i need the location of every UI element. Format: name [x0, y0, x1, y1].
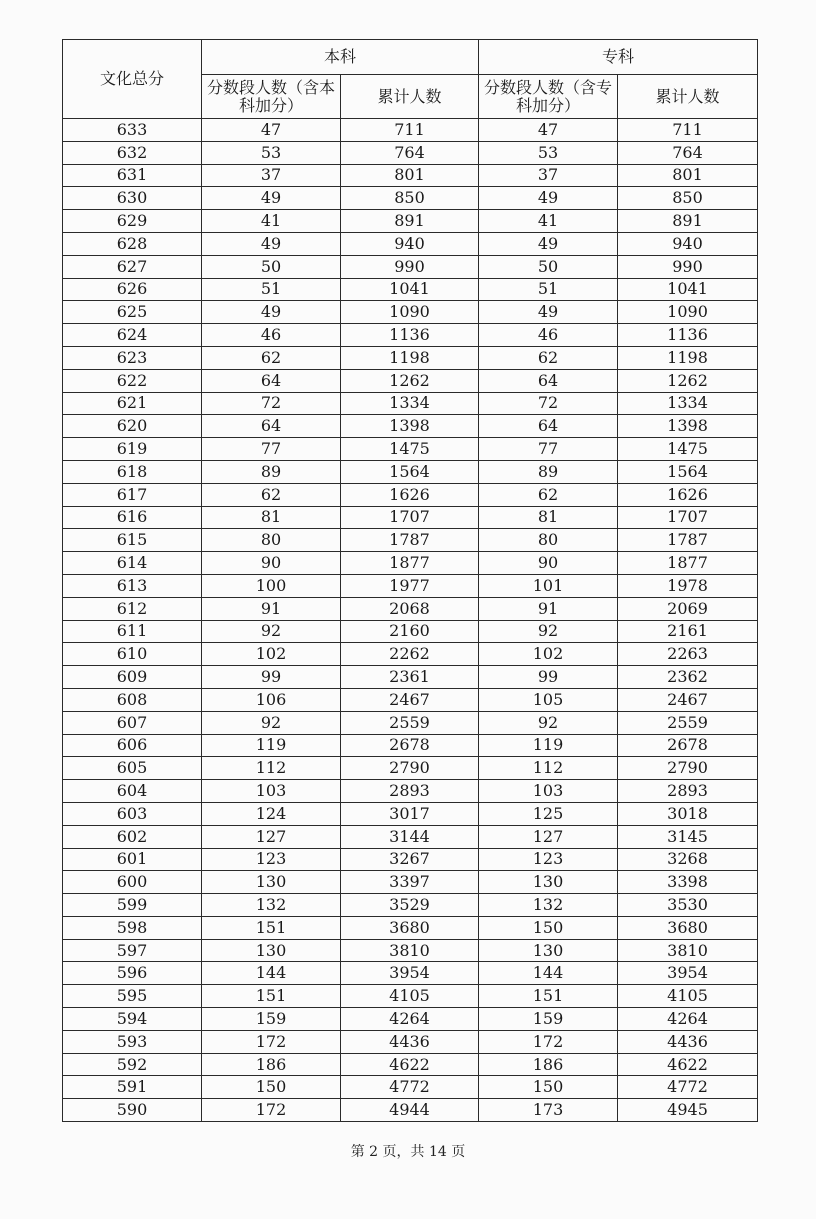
- cell-undergrad-segment: 77: [202, 438, 341, 461]
- cell-undergrad-segment: 124: [202, 802, 341, 825]
- cell-undergrad-segment: 92: [202, 711, 341, 734]
- cell-undergrad-segment: 99: [202, 666, 341, 689]
- cell-score: 629: [63, 210, 202, 233]
- cell-junior-cumulative: 4436: [618, 1030, 758, 1053]
- table-row: [63, 916, 758, 939]
- cell-undergrad-cumulative: 2068: [341, 597, 479, 620]
- cell-undergrad-segment: 49: [202, 232, 341, 255]
- cell-undergrad-cumulative: 3810: [341, 939, 479, 962]
- cell-junior-cumulative: 3018: [618, 802, 758, 825]
- cell-undergrad-cumulative: 1198: [341, 346, 479, 369]
- cell-junior-segment: 112: [479, 757, 618, 780]
- cell-junior-segment: 62: [479, 346, 618, 369]
- cell-junior-cumulative: 1787: [618, 529, 758, 552]
- table-row: [63, 392, 758, 415]
- cell-score: 590: [63, 1099, 202, 1122]
- cell-junior-segment: 64: [479, 369, 618, 392]
- table-row: [63, 552, 758, 575]
- cell-undergrad-cumulative: 1626: [341, 483, 479, 506]
- cell-junior-cumulative: 1136: [618, 324, 758, 347]
- cell-junior-segment: 159: [479, 1008, 618, 1031]
- cell-undergrad-cumulative: 891: [341, 210, 479, 233]
- cell-score: 615: [63, 529, 202, 552]
- cell-junior-cumulative: 3530: [618, 894, 758, 917]
- cell-junior-cumulative: 3268: [618, 848, 758, 871]
- cell-undergrad-cumulative: 1564: [341, 460, 479, 483]
- cell-junior-cumulative: 891: [618, 210, 758, 233]
- cell-score: 622: [63, 369, 202, 392]
- cell-undergrad-segment: 62: [202, 346, 341, 369]
- table-row: [63, 666, 758, 689]
- table-row: [63, 301, 758, 324]
- cell-junior-segment: 80: [479, 529, 618, 552]
- cell-score: 618: [63, 460, 202, 483]
- cell-junior-cumulative: 801: [618, 164, 758, 187]
- cell-junior-cumulative: 2893: [618, 780, 758, 803]
- cell-undergrad-segment: 100: [202, 574, 341, 597]
- header-junior-segment: 分数段人数（含专科加分）: [479, 75, 618, 119]
- cell-undergrad-cumulative: 2893: [341, 780, 479, 803]
- cell-undergrad-cumulative: 4944: [341, 1099, 479, 1122]
- cell-score: 602: [63, 825, 202, 848]
- cell-junior-segment: 125: [479, 802, 618, 825]
- cell-undergrad-cumulative: 1090: [341, 301, 479, 324]
- cell-undergrad-segment: 144: [202, 962, 341, 985]
- table-row: [63, 757, 758, 780]
- cell-score: 633: [63, 119, 202, 142]
- cell-undergrad-segment: 106: [202, 688, 341, 711]
- cell-junior-cumulative: 3954: [618, 962, 758, 985]
- cell-junior-cumulative: 3398: [618, 871, 758, 894]
- cell-undergrad-segment: 92: [202, 620, 341, 643]
- cell-undergrad-cumulative: 2678: [341, 734, 479, 757]
- cell-junior-segment: 50: [479, 255, 618, 278]
- table-row: [63, 894, 758, 917]
- table-row: [63, 119, 758, 142]
- table-row: [63, 483, 758, 506]
- cell-junior-segment: 81: [479, 506, 618, 529]
- cell-undergrad-segment: 103: [202, 780, 341, 803]
- cell-score: 612: [63, 597, 202, 620]
- cell-junior-cumulative: 1198: [618, 346, 758, 369]
- cell-junior-segment: 53: [479, 141, 618, 164]
- cell-score: 632: [63, 141, 202, 164]
- cell-undergrad-cumulative: 1877: [341, 552, 479, 575]
- cell-junior-segment: 92: [479, 620, 618, 643]
- cell-score: 593: [63, 1030, 202, 1053]
- table-row: [63, 529, 758, 552]
- cell-undergrad-cumulative: 4264: [341, 1008, 479, 1031]
- cell-junior-segment: 62: [479, 483, 618, 506]
- cell-undergrad-cumulative: 4105: [341, 985, 479, 1008]
- cell-undergrad-cumulative: 940: [341, 232, 479, 255]
- cell-junior-segment: 123: [479, 848, 618, 871]
- table-header: [63, 40, 758, 119]
- cell-undergrad-cumulative: 1041: [341, 278, 479, 301]
- table-row: [63, 1053, 758, 1076]
- cell-score: 608: [63, 688, 202, 711]
- table-row: [63, 734, 758, 757]
- cell-score: 623: [63, 346, 202, 369]
- cell-junior-cumulative: 1334: [618, 392, 758, 415]
- cell-junior-cumulative: 2362: [618, 666, 758, 689]
- cell-score: 613: [63, 574, 202, 597]
- table-row: [63, 780, 758, 803]
- table-row: [63, 802, 758, 825]
- table-row: [63, 438, 758, 461]
- table-row: [63, 1099, 758, 1122]
- cell-junior-segment: 172: [479, 1030, 618, 1053]
- cell-undergrad-cumulative: 2467: [341, 688, 479, 711]
- cell-junior-cumulative: 2161: [618, 620, 758, 643]
- cell-score: 610: [63, 643, 202, 666]
- cell-junior-cumulative: 4622: [618, 1053, 758, 1076]
- cell-undergrad-segment: 53: [202, 141, 341, 164]
- cell-undergrad-segment: 49: [202, 301, 341, 324]
- cell-score: 591: [63, 1076, 202, 1099]
- cell-junior-segment: 91: [479, 597, 618, 620]
- cell-score: 594: [63, 1008, 202, 1031]
- cell-junior-segment: 64: [479, 415, 618, 438]
- cell-undergrad-cumulative: 2160: [341, 620, 479, 643]
- cell-undergrad-segment: 150: [202, 1076, 341, 1099]
- cell-undergrad-cumulative: 2361: [341, 666, 479, 689]
- table-row: [63, 574, 758, 597]
- cell-score: 621: [63, 392, 202, 415]
- cell-junior-cumulative: 1877: [618, 552, 758, 575]
- cell-junior-segment: 41: [479, 210, 618, 233]
- cell-junior-cumulative: 4264: [618, 1008, 758, 1031]
- cell-undergrad-cumulative: 801: [341, 164, 479, 187]
- table-row: [63, 1076, 758, 1099]
- table-row: [63, 278, 758, 301]
- cell-undergrad-segment: 46: [202, 324, 341, 347]
- cell-score: 631: [63, 164, 202, 187]
- cell-score: 603: [63, 802, 202, 825]
- cell-undergrad-segment: 172: [202, 1030, 341, 1053]
- cell-score: 604: [63, 780, 202, 803]
- cell-undergrad-segment: 132: [202, 894, 341, 917]
- table-row: [63, 141, 758, 164]
- cell-undergrad-segment: 186: [202, 1053, 341, 1076]
- cell-undergrad-cumulative: 2262: [341, 643, 479, 666]
- cell-undergrad-cumulative: 1262: [341, 369, 479, 392]
- cell-junior-cumulative: 3680: [618, 916, 758, 939]
- cell-junior-cumulative: 3810: [618, 939, 758, 962]
- cell-score: 599: [63, 894, 202, 917]
- table-row: [63, 324, 758, 347]
- table-row: [63, 688, 758, 711]
- cell-junior-segment: 92: [479, 711, 618, 734]
- header-row-group: [63, 40, 758, 75]
- cell-score: 596: [63, 962, 202, 985]
- cell-undergrad-cumulative: 1475: [341, 438, 479, 461]
- cell-score: 630: [63, 187, 202, 210]
- cell-undergrad-segment: 127: [202, 825, 341, 848]
- cell-junior-cumulative: 1041: [618, 278, 758, 301]
- cell-undergrad-cumulative: 3144: [341, 825, 479, 848]
- cell-junior-segment: 101: [479, 574, 618, 597]
- cell-junior-cumulative: 2790: [618, 757, 758, 780]
- table-row: [63, 711, 758, 734]
- header-junior-cumulative: 累计人数: [618, 75, 758, 119]
- cell-score: 614: [63, 552, 202, 575]
- cell-score: 597: [63, 939, 202, 962]
- cell-undergrad-cumulative: 990: [341, 255, 479, 278]
- cell-score: 601: [63, 848, 202, 871]
- cell-undergrad-segment: 49: [202, 187, 341, 210]
- cell-undergrad-segment: 90: [202, 552, 341, 575]
- table-row: [63, 643, 758, 666]
- cell-undergrad-cumulative: 1398: [341, 415, 479, 438]
- table-row: [63, 415, 758, 438]
- cell-score: 598: [63, 916, 202, 939]
- cell-junior-segment: 105: [479, 688, 618, 711]
- cell-undergrad-segment: 41: [202, 210, 341, 233]
- cell-junior-cumulative: 3145: [618, 825, 758, 848]
- cell-junior-segment: 89: [479, 460, 618, 483]
- cell-score: 624: [63, 324, 202, 347]
- score-distribution-table: [62, 39, 758, 1122]
- cell-score: 617: [63, 483, 202, 506]
- table-row: [63, 460, 758, 483]
- cell-undergrad-cumulative: 764: [341, 141, 479, 164]
- cell-undergrad-segment: 151: [202, 985, 341, 1008]
- cell-junior-segment: 77: [479, 438, 618, 461]
- cell-junior-segment: 130: [479, 871, 618, 894]
- cell-junior-segment: 127: [479, 825, 618, 848]
- cell-undergrad-cumulative: 2790: [341, 757, 479, 780]
- cell-junior-segment: 119: [479, 734, 618, 757]
- cell-junior-cumulative: 2467: [618, 688, 758, 711]
- table-row: [63, 597, 758, 620]
- cell-undergrad-segment: 172: [202, 1099, 341, 1122]
- table-row: [63, 210, 758, 233]
- cell-undergrad-cumulative: 1334: [341, 392, 479, 415]
- cell-junior-cumulative: 4945: [618, 1099, 758, 1122]
- cell-undergrad-segment: 81: [202, 506, 341, 529]
- cell-undergrad-segment: 62: [202, 483, 341, 506]
- cell-undergrad-cumulative: 3529: [341, 894, 479, 917]
- cell-undergrad-cumulative: 3397: [341, 871, 479, 894]
- cell-undergrad-cumulative: 3680: [341, 916, 479, 939]
- cell-undergrad-segment: 123: [202, 848, 341, 871]
- header-score-total: 文化总分: [63, 40, 202, 119]
- cell-undergrad-cumulative: 1136: [341, 324, 479, 347]
- table-row: [63, 1030, 758, 1053]
- header-undergrad-segment: 分数段人数（含本科加分）: [202, 75, 341, 119]
- cell-score: 628: [63, 232, 202, 255]
- cell-junior-segment: 150: [479, 1076, 618, 1099]
- cell-junior-cumulative: 1564: [618, 460, 758, 483]
- cell-junior-segment: 186: [479, 1053, 618, 1076]
- cell-junior-cumulative: 1707: [618, 506, 758, 529]
- cell-junior-segment: 51: [479, 278, 618, 301]
- header-undergrad-group: 本科: [202, 40, 479, 75]
- cell-score: 606: [63, 734, 202, 757]
- cell-score: 620: [63, 415, 202, 438]
- cell-undergrad-cumulative: 711: [341, 119, 479, 142]
- cell-undergrad-segment: 130: [202, 939, 341, 962]
- header-junior-group: 专科: [479, 40, 758, 75]
- cell-undergrad-segment: 37: [202, 164, 341, 187]
- cell-undergrad-cumulative: 4772: [341, 1076, 479, 1099]
- cell-junior-cumulative: 1398: [618, 415, 758, 438]
- table-row: [63, 187, 758, 210]
- cell-undergrad-cumulative: 4436: [341, 1030, 479, 1053]
- cell-junior-cumulative: 990: [618, 255, 758, 278]
- cell-undergrad-cumulative: 850: [341, 187, 479, 210]
- table-row: [63, 848, 758, 871]
- cell-junior-segment: 46: [479, 324, 618, 347]
- cell-junior-cumulative: 1475: [618, 438, 758, 461]
- cell-undergrad-segment: 64: [202, 415, 341, 438]
- cell-junior-segment: 130: [479, 939, 618, 962]
- cell-score: 616: [63, 506, 202, 529]
- cell-undergrad-segment: 80: [202, 529, 341, 552]
- table-row: [63, 232, 758, 255]
- cell-undergrad-segment: 89: [202, 460, 341, 483]
- cell-junior-segment: 90: [479, 552, 618, 575]
- table-row: [63, 346, 758, 369]
- cell-junior-segment: 49: [479, 187, 618, 210]
- cell-undergrad-segment: 112: [202, 757, 341, 780]
- cell-undergrad-cumulative: 3954: [341, 962, 479, 985]
- cell-undergrad-segment: 151: [202, 916, 341, 939]
- cell-undergrad-segment: 91: [202, 597, 341, 620]
- table-row: [63, 369, 758, 392]
- cell-junior-cumulative: 850: [618, 187, 758, 210]
- table-body: [63, 119, 758, 1122]
- cell-score: 626: [63, 278, 202, 301]
- cell-undergrad-segment: 159: [202, 1008, 341, 1031]
- cell-junior-segment: 150: [479, 916, 618, 939]
- cell-undergrad-cumulative: 4622: [341, 1053, 479, 1076]
- cell-junior-segment: 103: [479, 780, 618, 803]
- cell-undergrad-cumulative: 3017: [341, 802, 479, 825]
- cell-score: 607: [63, 711, 202, 734]
- cell-junior-segment: 37: [479, 164, 618, 187]
- cell-score: 627: [63, 255, 202, 278]
- table-row: [63, 620, 758, 643]
- cell-junior-segment: 49: [479, 301, 618, 324]
- cell-junior-segment: 49: [479, 232, 618, 255]
- cell-junior-segment: 47: [479, 119, 618, 142]
- cell-undergrad-segment: 50: [202, 255, 341, 278]
- cell-undergrad-segment: 51: [202, 278, 341, 301]
- cell-junior-cumulative: 764: [618, 141, 758, 164]
- cell-undergrad-segment: 119: [202, 734, 341, 757]
- cell-junior-segment: 173: [479, 1099, 618, 1122]
- cell-undergrad-cumulative: 2559: [341, 711, 479, 734]
- cell-score: 625: [63, 301, 202, 324]
- cell-junior-cumulative: 1626: [618, 483, 758, 506]
- cell-junior-cumulative: 1090: [618, 301, 758, 324]
- cell-junior-cumulative: 1262: [618, 369, 758, 392]
- cell-score: 619: [63, 438, 202, 461]
- cell-undergrad-segment: 72: [202, 392, 341, 415]
- cell-junior-cumulative: 4105: [618, 985, 758, 1008]
- cell-junior-cumulative: 4772: [618, 1076, 758, 1099]
- table-row: [63, 506, 758, 529]
- header-undergrad-cumulative: 累计人数: [341, 75, 479, 119]
- cell-junior-cumulative: 711: [618, 119, 758, 142]
- cell-score: 592: [63, 1053, 202, 1076]
- table-row: [63, 871, 758, 894]
- cell-undergrad-cumulative: 1787: [341, 529, 479, 552]
- table-row: [63, 825, 758, 848]
- cell-score: 605: [63, 757, 202, 780]
- cell-junior-segment: 151: [479, 985, 618, 1008]
- cell-junior-cumulative: 2069: [618, 597, 758, 620]
- cell-undergrad-segment: 64: [202, 369, 341, 392]
- page-footer: 第 2 页，共 14 页: [350, 1144, 466, 1160]
- cell-undergrad-segment: 102: [202, 643, 341, 666]
- cell-undergrad-cumulative: 3267: [341, 848, 479, 871]
- cell-score: 611: [63, 620, 202, 643]
- cell-junior-segment: 144: [479, 962, 618, 985]
- cell-junior-segment: 102: [479, 643, 618, 666]
- table-row: [63, 962, 758, 985]
- table-row: [63, 939, 758, 962]
- table-row: [63, 985, 758, 1008]
- table-row: [63, 164, 758, 187]
- table-row: [63, 1008, 758, 1031]
- cell-score: 595: [63, 985, 202, 1008]
- cell-score: 609: [63, 666, 202, 689]
- table-row: [63, 255, 758, 278]
- cell-junior-segment: 72: [479, 392, 618, 415]
- cell-junior-cumulative: 2559: [618, 711, 758, 734]
- cell-undergrad-segment: 130: [202, 871, 341, 894]
- cell-junior-segment: 132: [479, 894, 618, 917]
- cell-score: 600: [63, 871, 202, 894]
- cell-junior-segment: 99: [479, 666, 618, 689]
- cell-junior-cumulative: 1978: [618, 574, 758, 597]
- cell-undergrad-cumulative: 1707: [341, 506, 479, 529]
- cell-undergrad-cumulative: 1977: [341, 574, 479, 597]
- cell-junior-cumulative: 2678: [618, 734, 758, 757]
- cell-undergrad-segment: 47: [202, 119, 341, 142]
- cell-junior-cumulative: 940: [618, 232, 758, 255]
- cell-junior-cumulative: 2263: [618, 643, 758, 666]
